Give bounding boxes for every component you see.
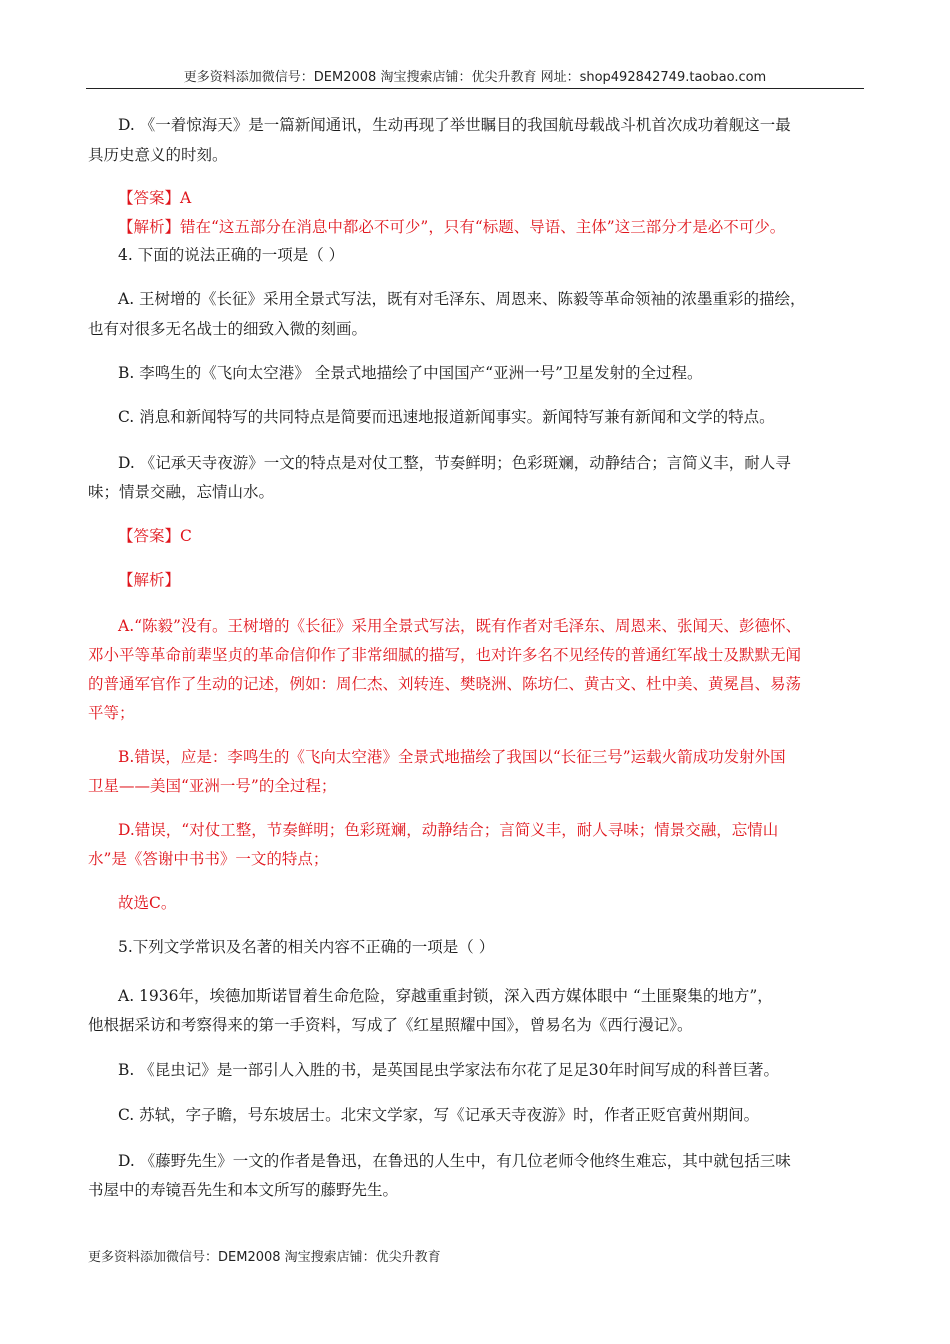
analysis-label: 【解析】 [118, 571, 181, 589]
option-line: 他根据采访和考察得来的第一手资料，写成了《红星照耀中国》，曾易名为《西行漫记》。 [88, 1016, 693, 1034]
analysis-text: 水”是《答谢中书书》一文的特点； [88, 850, 329, 868]
analysis-text: 邓小平等革命前辈坚贞的革命信仰作了非常细腻的描写，也对许多名不见经传的普通红军战士及默默无闻 [88, 646, 802, 664]
option-line: B. 李鸣生的《飞向太空港》 全景式地描绘了中国国产“亚洲一号”卫星发射的全过程。 [118, 364, 703, 382]
option-line: 具历史意义的时刻。 [88, 146, 228, 164]
page-footer: 更多资料添加微信号：DEM2008 淘宝搜索店铺：优尖升教育 [88, 1250, 441, 1265]
analysis-text: 的普通军官作了生动的记述，例如：周仁杰、刘转连、樊晓洲、陈坊仁、黄古文、杜中美、黄冕昌、易荡 [88, 675, 802, 693]
analysis-text: 【解析】错在“这五部分在消息中都必不可少”，只有“标题、导语、主体”这三部分才是必不可少。 [118, 218, 786, 236]
option-line: B. 《昆虫记》是一部引人入胜的书，是英国昆虫学家法布尔花了足足30年时间写成的科普巨著。 [118, 1061, 779, 1079]
option-line: A. 王树增的《长征》采用全景式写法，既有对毛泽东、周恩来、陈毅等革命领袖的浓墨重彩的描绘， [118, 290, 806, 308]
question-stem: 4. 下面的说法正确的一项是（ ） [118, 246, 345, 264]
option-line: D. 《藤野先生》一文的作者是鲁迅，在鲁迅的人生中，有几位老师令他终生难忘，其中就包括三味 [118, 1152, 791, 1170]
analysis-conclusion: 故选C。 [118, 894, 177, 912]
answer-label: 【答案】C [118, 527, 192, 545]
analysis-text: 平等； [88, 704, 135, 722]
option-line: 也有对很多无名战士的细致入微的刻画。 [88, 320, 368, 338]
analysis-text: A.“陈毅”没有。王树增的《长征》采用全景式写法，既有作者对毛泽东、周恩来、张闻天、彭德怀、 [118, 617, 801, 635]
option-line: 味；情景交融，忘情山水。 [88, 483, 275, 501]
option-line: 书屋中的寿镜吾先生和本文所写的藤野先生。 [88, 1181, 399, 1199]
page-header: 更多资料添加微信号：DEM2008 淘宝搜索店铺：优尖升教育 网址：shop492842749.taobao.com [183, 70, 767, 85]
option-line: C. 苏轼，字子瞻，号东坡居士。北宋文学家，写《记承天寺夜游》时，作者正贬官黄州期间。 [118, 1106, 760, 1124]
header-divider [86, 88, 864, 89]
option-line: D. 《记承天寺夜游》一文的特点是对仗工整，节奏鲜明；色彩斑斓，动静结合；言简义丰，耐人寻 [118, 454, 791, 472]
answer-label: 【答案】A [118, 189, 192, 207]
analysis-text: D.错误，“对仗工整，节奏鲜明；色彩斑斓，动静结合；言简义丰，耐人寻味；情景交融，忘情山 [118, 821, 779, 839]
analysis-text: B.错误，应是：李鸣生的《飞向太空港》全景式地描绘了我国以“长征三号”运载火箭成功发射外国 [118, 748, 786, 766]
question-stem: 5.下列文学常识及名著的相关内容不正确的一项是（ ） [118, 938, 495, 956]
option-line: C. 消息和新闻特写的共同特点是简要而迅速地报道新闻事实。新闻特写兼有新闻和文学的特点。 [118, 408, 775, 426]
option-line: A. 1936年，埃德加斯诺冒着生命危险，穿越重重封锁，深入西方媒体眼中 “土匪聚集的地方”， [118, 987, 773, 1005]
option-line: D. 《一着惊海天》是一篇新闻通讯，生动再现了举世瞩目的我国航母载战斗机首次成功着舰这一最 [118, 116, 791, 134]
analysis-text: 卫星——美国“亚洲一号”的全过程； [88, 777, 337, 795]
